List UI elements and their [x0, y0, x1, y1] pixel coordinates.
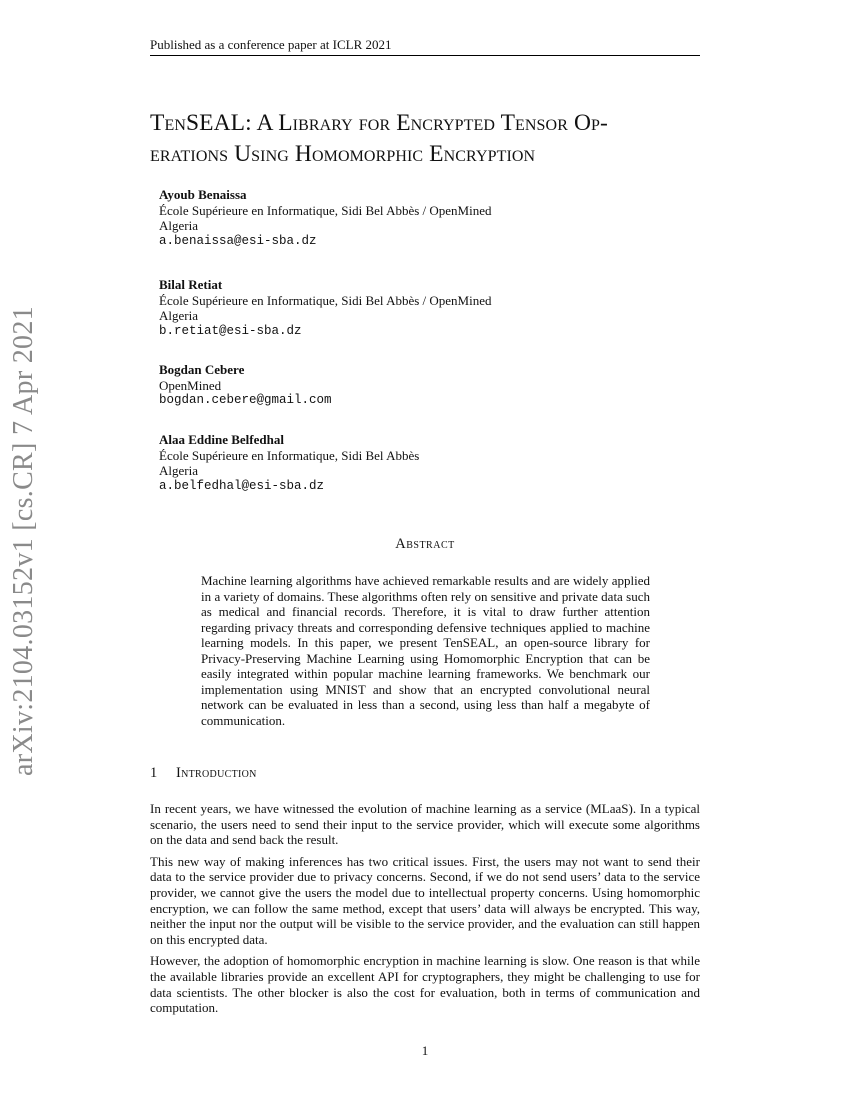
- section-heading: [150, 765, 257, 782]
- author-block: [159, 187, 679, 249]
- author-email[interactable]: bogdan.cebere@gmail.com: [159, 393, 332, 407]
- abstract-body: [201, 573, 650, 728]
- author-name: Alaa Eddine Belfedhal: [159, 432, 284, 447]
- author-email[interactable]: b.retiat@esi-sba.dz: [159, 323, 302, 338]
- running-header: Published as a conference paper at ICLR 2021: [150, 36, 700, 56]
- author-name: Bogdan Cebere: [159, 362, 245, 377]
- section-number: 1: [150, 765, 158, 781]
- author-block: [159, 362, 679, 409]
- paper-title: [150, 108, 710, 170]
- author-affiliation: École Supérieure en Informatique, Sidi Bel Abbès / OpenMined: [159, 202, 492, 218]
- title-line-1: TenSEAL: A Library for Encrypted Tensor Op-: [150, 110, 608, 136]
- abstract-text: Machine learning algorithms have achieved remarkable results and are widely applied in a variety of domains. These algorithms often rely on sensitive and private data such as medical and financial records. Therefore, it is vital to draw further attention regarding privacy threats and corresponding defensive techniques applied to machine learning models. In this paper, we present TenSEAL, an open-source library for Privacy-Preserving Machine Learning using Homomorphic Encryption that can be easily integrated within popular machine learning frameworks. We benchmark our implementation using MNIST and show that an encrypted convolutional neural network can be evaluated in less than a second, using less than half a megabyte of communication.: [201, 573, 650, 728]
- author-affiliation: École Supérieure en Informatique, Sidi Bel Abbès / OpenMined: [159, 292, 492, 308]
- author-email[interactable]: a.belfedhal@esi-sba.dz: [159, 478, 325, 493]
- author-affiliation: École Supérieure en Informatique, Sidi Bel Abbès: [159, 447, 420, 463]
- section-body: [150, 801, 700, 1022]
- author-name: Bilal Retiat: [159, 277, 223, 292]
- author-email[interactable]: a.benaissa@esi-sba.dz: [159, 233, 317, 248]
- page-number: 1: [421, 1043, 429, 1058]
- author-country: Algeria: [159, 308, 198, 323]
- section-title: Introduction: [176, 765, 257, 781]
- author-affiliation: OpenMined: [159, 377, 222, 393]
- author-country: Algeria: [159, 218, 198, 233]
- paragraph: This new way of making inferences has two critical issues. First, the users may not want to send their data to the service provider due to privacy concerns. Second, if we do not send users’ data to the service provider, we cannot give the users the model due to intellectual property concerns. Using homomorphic encryption, we can follow the same method, except that users’ data will always be encrypted. This way, neither the input nor the output will be visible to the service provider, and the evaluation can still happen on this encrypted data.: [150, 853, 700, 947]
- paragraph: However, the adoption of homomorphic encryption in machine learning is slow. One reason is that while the available libraries provide an excellent API for cryptographers, they might be challenging to use for data scientists. The other blocker is also the cost for evaluation, both in terms of communication and computation.: [150, 953, 700, 1016]
- author-block: [159, 277, 679, 339]
- author-country: Algeria: [159, 463, 198, 478]
- author-name: Ayoub Benaissa: [159, 187, 247, 202]
- title-line-2: erations Using Homomorphic Encryption: [150, 141, 536, 167]
- abstract-heading: Abstract: [395, 536, 455, 552]
- arxiv-identifier: arXiv:2104.03152v1 [cs.CR] 7 Apr 2021: [8, 306, 39, 776]
- paragraph: In recent years, we have witnessed the evolution of machine learning as a service (MLaaS). In a typical scenario, the users need to send their input to the service provider, which will execute some algorithms on the data and send back the result.: [150, 801, 700, 848]
- author-block: [159, 432, 679, 494]
